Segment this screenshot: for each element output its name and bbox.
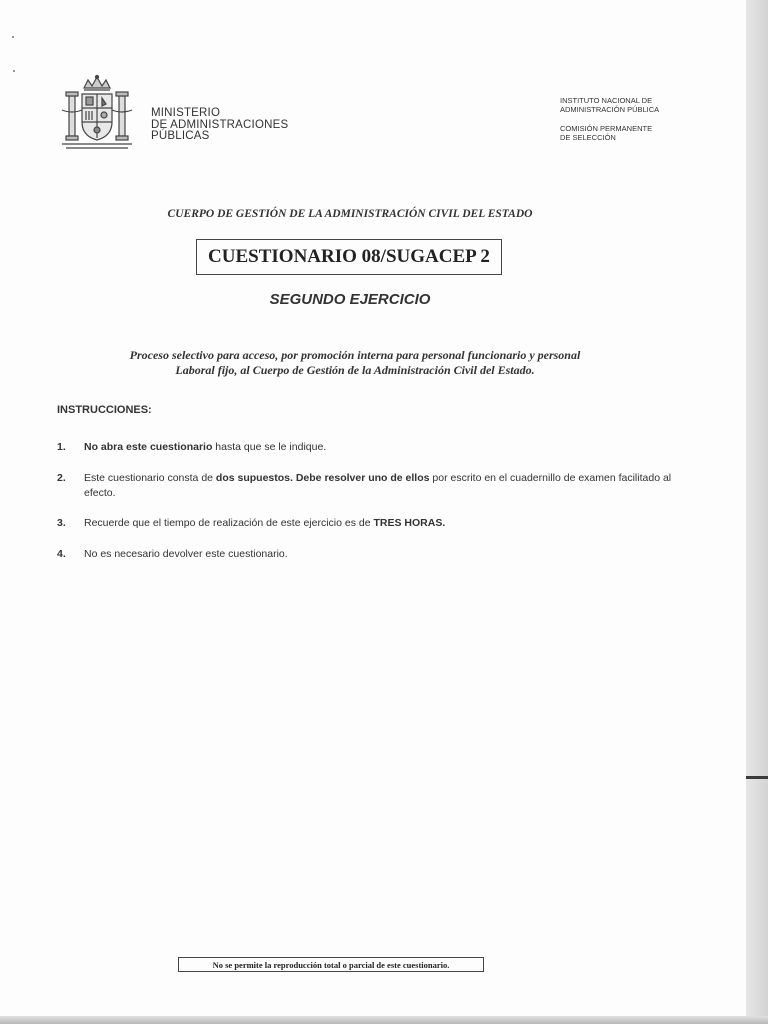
- scan-edge-right: [746, 0, 768, 1024]
- questionnaire-title: CUESTIONARIO 08/SUGACEP 2: [196, 239, 502, 275]
- instruction-bold: No abra este cuestionario: [84, 441, 213, 453]
- instruction-number: 4.: [57, 548, 66, 560]
- instruction-number: 2.: [57, 472, 66, 484]
- commission-line: DE SELECCIÓN: [560, 133, 616, 142]
- ministry-line: PÚBLICAS: [151, 130, 210, 142]
- instruction-number: 1.: [57, 441, 66, 453]
- reproduction-notice: No se permite la reproducción total o parcial de este cuestionario.: [178, 957, 484, 972]
- instruction-text: [84, 471, 697, 501]
- instruction-item: [57, 547, 697, 562]
- instructions-title: INSTRUCCIONES:: [57, 404, 152, 416]
- exercise-title: SEGUNDO EJERCICIO: [269, 291, 431, 308]
- instruction-plain: por escrito en el cuadernillo de examen facilitado al efecto.: [84, 472, 672, 499]
- institute-name: [560, 96, 659, 114]
- scan-speck: [12, 36, 14, 38]
- scan-speck: [13, 70, 15, 72]
- institute-header: [560, 96, 659, 152]
- process-line: Laboral fijo, al Cuerpo de Gestión de la Administración Civil del Estado.: [175, 363, 535, 377]
- scan-edge-bottom: [0, 1016, 768, 1024]
- instruction-text: [84, 516, 697, 531]
- commission-line: COMISIÓN PERMANENTE: [560, 124, 653, 133]
- institute-line: ADMINISTRACIÓN PÚBLICA: [560, 105, 660, 114]
- instruction-bold: dos supuestos. Debe resolver uno de ellos: [215, 472, 430, 484]
- instruction-plain: Este cuestionario consta de: [84, 472, 216, 484]
- process-description: [100, 348, 610, 378]
- instruction-text: [84, 547, 697, 562]
- commission-name: [560, 124, 659, 142]
- instruction-bold: TRES HORAS.: [373, 517, 446, 529]
- ministry-line: DE ADMINISTRACIONES: [151, 118, 289, 131]
- institute-line: INSTITUTO NACIONAL DE: [560, 96, 653, 105]
- instruction-item: [57, 471, 697, 501]
- ministry-name: [151, 108, 288, 143]
- scan-edge-mark: [746, 776, 768, 779]
- instruction-item: [57, 516, 697, 531]
- instruction-number: 3.: [57, 517, 66, 529]
- instruction-item: [57, 440, 697, 455]
- spanish-coat-of-arms-icon: [58, 74, 136, 154]
- ministry-line: MINISTERIO: [151, 107, 221, 119]
- instruction-text: [84, 440, 697, 455]
- process-line: Proceso selectivo para acceso, por promoción interna para personal funcionario y personal: [129, 348, 581, 362]
- corps-title: CUERPO DE GESTIÓN DE LA ADMINISTRACIÓN CIVIL DEL ESTADO: [167, 208, 533, 220]
- instruction-plain: Recuerde que el tiempo de realización de este ejercicio es de: [84, 517, 374, 529]
- instruction-plain: hasta que se le indique.: [212, 441, 327, 453]
- instruction-plain: No es necesario devolver este cuestionario.: [84, 548, 288, 560]
